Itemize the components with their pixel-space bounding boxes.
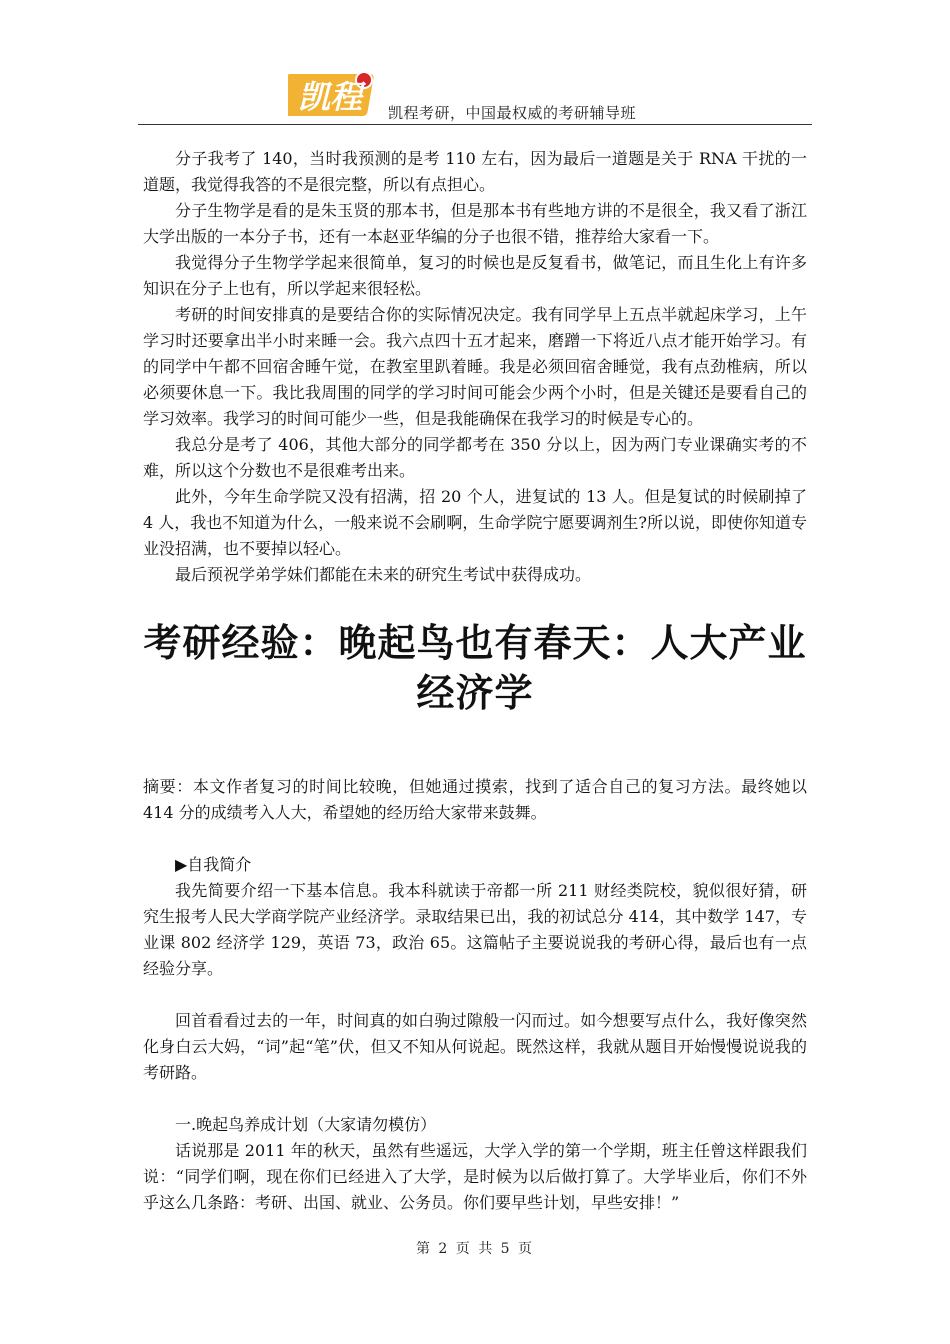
paragraph: 我觉得分子生物学学起来很简单，复习的时候也是反复看书，做笔记，而且生化上有许多知识在分子上也有，所以学起来很轻松。 <box>143 253 807 298</box>
abstract: 摘要：本文作者复习的时间比较晚，但她通过摸索，找到了适合自己的复习方法。最终她以 414 分的成绩考入人大，希望她的经历给大家带来鼓舞。 <box>143 777 807 822</box>
paragraph: 话说那是 2011 年的秋天，虽然有些遥远，大学入学的第一个学期，班主任曾这样跟我们说：“同学们啊，现在你们已经进入了大学，是时候为以后做打算了。大学毕业后，你们不外乎这么几条路：考研、出国、就业、公务员。你们要早些计划，早些安排！” <box>143 1141 807 1212</box>
paragraph: 最后预祝学弟学妹们都能在未来的研究生考试中获得成功。 <box>175 565 592 584</box>
document-body <box>143 146 807 1216</box>
page-header <box>138 64 812 125</box>
paragraph: 分子生物学是看的是朱玉贤的那本书，但是那本书有些地方讲的不是很全，我又看了浙江大学出版的一本分子书，还有一本赵亚华编的分子也很不错，推荐给大家看一下。 <box>143 201 807 246</box>
paragraph: 此外，今年生命学院又没有招满，招 20 个人，进复试的 13 人。但是复试的时候刷掉了 4 人，我也不知道为什么，一般来说不会刷啊，生命学院宁愿要调剂生?所以说，即使你知道专业没招满，也不要掉以轻心。 <box>143 487 807 558</box>
header-tagline: 凯程考研，中国最权威的考研辅导班 <box>388 104 637 122</box>
paragraph: 我总分是考了 406，其他大部分的同学都考在 350 分以上，因为两门专业课确实考的不难，所以这个分数也不是很难考出来。 <box>143 435 807 480</box>
article-title: 考研经验：晚起鸟也有春天：人大产业经济学 <box>143 621 807 715</box>
section-heading: ▶自我简介 <box>175 855 252 874</box>
svg-text:凯程: 凯程 <box>298 78 363 116</box>
page-number: 第 2 页 共 5 页 <box>415 1241 535 1257</box>
paragraph: 回首看看过去的一年，时间真的如白驹过隙般一闪而过。如今想要写点什么，我好像突然化身白云大妈，“词”起“笔”伏，但又不知从何说起。既然这样，我就从题目开始慢慢说说我的考研路。 <box>143 1011 807 1082</box>
section-heading: 一.晚起鸟养成计划（大家请勿模仿） <box>175 1115 437 1134</box>
paragraph: 分子我考了 140，当时我预测的是考 110 左右，因为最后一道题是关于 RNA 干扰的一道题，我觉得我答的不是很完整，所以有点担心。 <box>143 149 807 194</box>
paragraph: 我先简要介绍一下基本信息。我本科就读于帝都一所 211 财经类院校，貌似很好猜，研究生报考人民大学商学院产业经济学。录取结果已出，我的初试总分 414，其中数学 147，专业课 802 经济学 129，英语 73，政治 65。这篇帖子主要说说我的考研心得，最后也有一点经验分享。 <box>143 881 807 978</box>
kaicheng-logo <box>288 64 380 120</box>
paragraph: 考研的时间安排真的是要结合你的实际情况决定。我有同学早上五点半就起床学习，上午学习时还要拿出半小时来睡一会。我六点四十五才起来，磨蹭一下将近八点才能开始学习。有的同学中午都不回宿舍睡午觉，在教室里趴着睡。我是必须回宿舍睡觉，我有点劲椎病，所以必须要休息一下。我比我周围的同学的学习时间可能会少两个小时，但是关键还是要看自己的学习效率。我学习的时间可能少一些，但是我能确保在我学习的时候是专心的。 <box>143 305 807 428</box>
